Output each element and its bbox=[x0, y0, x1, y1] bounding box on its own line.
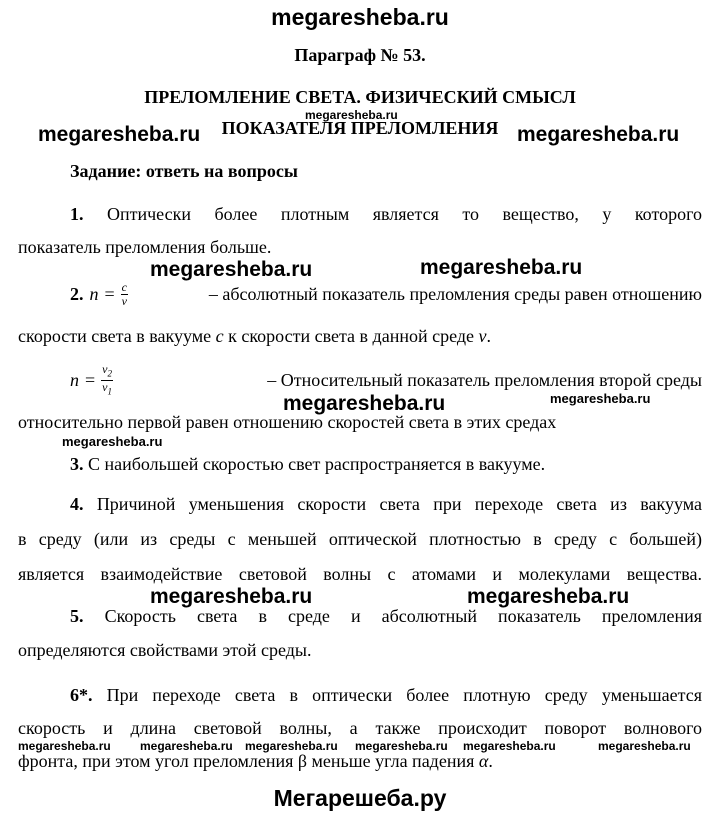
watermark: megaresheba.ru bbox=[18, 739, 111, 753]
site-title-top: megaresheba.ru bbox=[271, 4, 449, 30]
answer-text: к скорости света в данной среде bbox=[228, 326, 474, 346]
heading-line-1: ПРЕЛОМЛЕНИЕ СВЕТА. ФИЗИЧЕСКИЙ СМЫСЛ bbox=[144, 87, 576, 107]
site-title-bottom: Мегарешеба.ру bbox=[273, 785, 447, 811]
watermark: megaresheba.ru bbox=[283, 392, 446, 415]
fraction-numerator: c bbox=[121, 280, 127, 294]
answer-text: Оптически более плотным является то вещество, у которого bbox=[107, 204, 703, 224]
watermark: megaresheba.ru bbox=[463, 739, 556, 753]
watermark: megaresheba.ru bbox=[150, 585, 313, 608]
watermark: megaresheba.ru bbox=[355, 739, 448, 753]
answer-text: Причиной уменьшения скорости света при переходе света из вакуума bbox=[96, 494, 702, 514]
answer-text: скорости света в вакууме bbox=[18, 326, 212, 346]
fraction-denominator: v bbox=[121, 294, 127, 308]
answer-text: – абсолютный показатель преломления среды равен отношению bbox=[208, 284, 702, 304]
answer-number: 1. bbox=[70, 204, 84, 224]
symbol-v: v bbox=[478, 326, 487, 346]
formula-n: n bbox=[70, 370, 79, 391]
watermark: megaresheba.ru bbox=[245, 739, 338, 753]
answer-6-line-2: скорость и длина световой волны, а также происходит поворот волнового bbox=[18, 718, 702, 738]
answer-text: фронта, при этом угол преломления β меньше угла падения bbox=[18, 751, 475, 771]
watermark: megaresheba.ru bbox=[62, 434, 163, 449]
fraction-denominator: $v_1$ bbox=[102, 380, 112, 397]
formula-n: n bbox=[89, 284, 99, 304]
answer-1-line-2: показатель преломления больше. bbox=[18, 237, 272, 257]
watermark: megaresheba.ru bbox=[550, 391, 651, 406]
fraction-numerator: $v_2$ bbox=[101, 363, 113, 381]
answer-text: Скорость света в среде и абсолютный показатель преломления bbox=[104, 606, 702, 626]
watermark: megaresheba.ru bbox=[420, 256, 583, 279]
answer-number: 5. bbox=[70, 606, 84, 626]
answer-5-line-2: определяются свойствами этой среды. bbox=[18, 640, 312, 660]
symbol-c: c bbox=[215, 326, 224, 346]
answer-number: 3. bbox=[70, 454, 84, 474]
answer-1-line-1 bbox=[18, 204, 702, 225]
answer-number: 2. bbox=[70, 284, 84, 304]
watermark: megaresheba.ru bbox=[140, 739, 233, 753]
answer-number: 6*. bbox=[70, 685, 93, 705]
formula-fraction bbox=[101, 363, 113, 399]
answer-4-line-2: в среду (или из среды с меньшей оптической плотностью в среду с большей) bbox=[18, 529, 702, 549]
answer-text: – Относительный показатель преломления второй среды bbox=[267, 370, 702, 391]
period: . bbox=[486, 326, 491, 346]
task-label: Задание: ответь на вопросы bbox=[70, 161, 298, 181]
watermark: megaresheba.ru bbox=[305, 108, 398, 122]
heading-line-2: ПОКАЗАТЕЛЯ ПРЕЛОМЛЕНИЯ bbox=[221, 118, 499, 138]
symbol-alpha: α bbox=[478, 751, 489, 771]
period: . bbox=[488, 751, 493, 771]
paragraph-title: Параграф № 53. bbox=[294, 45, 426, 65]
answer-3 bbox=[70, 454, 720, 475]
answer-5-line-1 bbox=[18, 606, 702, 627]
formula-fraction bbox=[121, 281, 128, 308]
watermark: megaresheba.ru bbox=[150, 258, 313, 281]
watermark: megaresheba.ru bbox=[467, 585, 630, 608]
answer-text: При переходе света в оптически более плотную среду уменьшается bbox=[106, 685, 703, 705]
formula-equals: = bbox=[85, 370, 96, 391]
answer-2-line-1 bbox=[70, 281, 702, 308]
answer-4-line-3: является взаимодействие световой волны с атомами и молекулами вещества. bbox=[18, 564, 702, 584]
watermark: megaresheba.ru bbox=[517, 123, 680, 146]
watermark: megaresheba.ru bbox=[38, 123, 201, 146]
answer-number: 4. bbox=[70, 494, 84, 514]
answer-2-line-2 bbox=[18, 326, 702, 347]
answer-6-line-1 bbox=[18, 685, 702, 706]
answer-4-line-1 bbox=[18, 494, 702, 515]
formula-equals: = bbox=[104, 284, 115, 304]
answer-2-line-4: относительно первой равен отношению скоростей света в этих средах bbox=[18, 412, 557, 432]
watermark: megaresheba.ru bbox=[598, 739, 691, 753]
answer-text: С наибольшей скоростью свет распространяется в вакууме. bbox=[88, 454, 546, 474]
answer-6-line-3 bbox=[18, 751, 702, 772]
